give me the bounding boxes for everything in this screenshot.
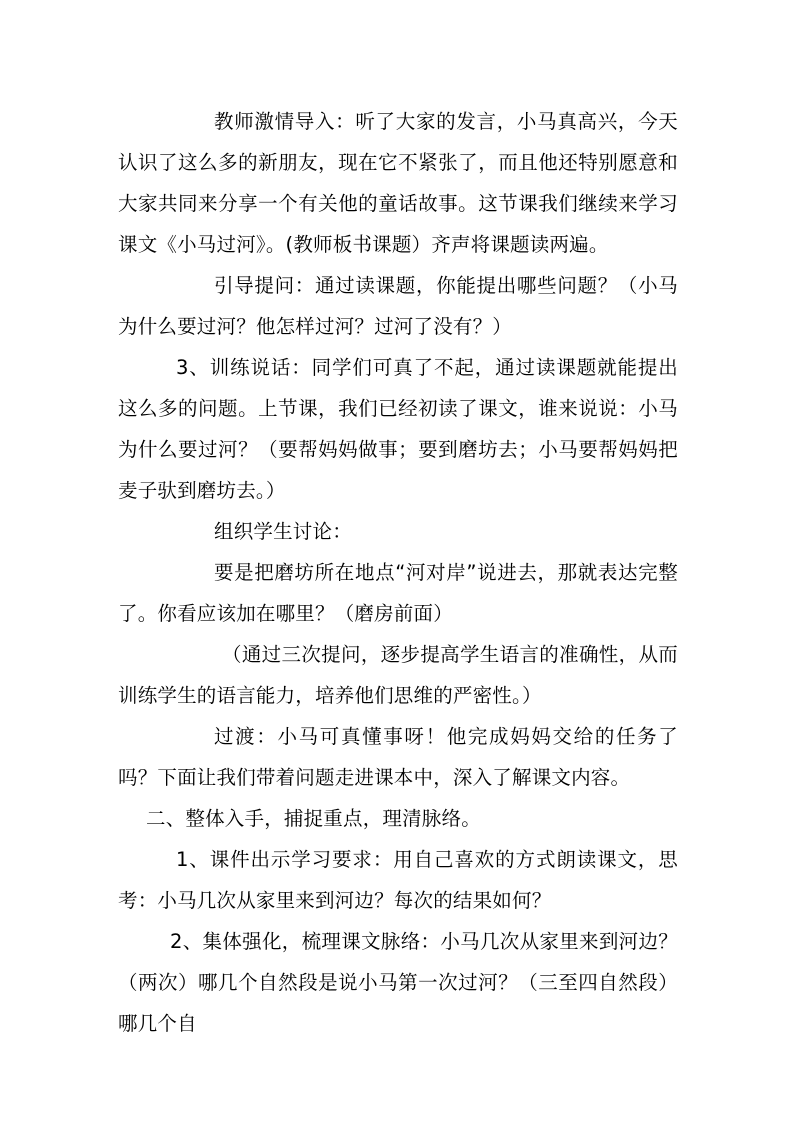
paragraph-complete-expression: 要是把磨坊所在地点“河对岸”说进去，那就表达完整了。你看应该加在哪里？（磨房前面） (118, 561, 678, 625)
paragraph-transition: 过渡：小马可真懂事呀！他完成妈妈交给的任务了吗？下面让我们带着问题走进课本中，深入了解课文内容。 (118, 725, 678, 789)
paragraph-guided-question: 引导提问：通过读课题，你能提出哪些问题？（小马为什么要过河？他怎样过河？过河了没有？） (118, 274, 678, 338)
paragraph-teacher-intro: 教师激情导入：听了大家的发言，小马真高兴，今天认识了这么多的新朋友，现在它不紧张了，而且他还特别愿意和大家共同来分享一个有关他的童话故事。这节课我们继续来学习课文《小马过河》。(教师板书课题）齐声将课题读两遍。 (118, 110, 678, 256)
paragraph-teaching-note: （通过三次提问，逐步提高学生语言的准确性，从而训练学生的语言能力，培养他们思维的严密性。） (118, 643, 678, 707)
paragraph-text-structure: 2、集体强化，梳理课文脉络：小马几次从家里来到河边？（两次）哪几个自然段是说小马第一次过河？（三至四自然段）哪几个自 (118, 930, 678, 1035)
paragraph-discussion: 组织学生讨论： (214, 520, 352, 543)
section-heading-two: 二、整体入手，捕捉重点，理清脉络。 (146, 807, 481, 830)
paragraph-learning-requirement: 1、课件出示学习要求：用自己喜欢的方式朗读课文，思考：小马几次从家里来到河边？每次的结果如何？ (118, 848, 678, 912)
paragraph-speaking-training: 3、训练说话：同学们可真了不起，通过读课题就能提出这么多的问题。上节课，我们已经初读了课文，谁来说说：小马为什么要过河？（要帮妈妈做事；要到磨坊去；小马要帮妈妈把麦子驮到磨坊去。） (118, 356, 678, 502)
